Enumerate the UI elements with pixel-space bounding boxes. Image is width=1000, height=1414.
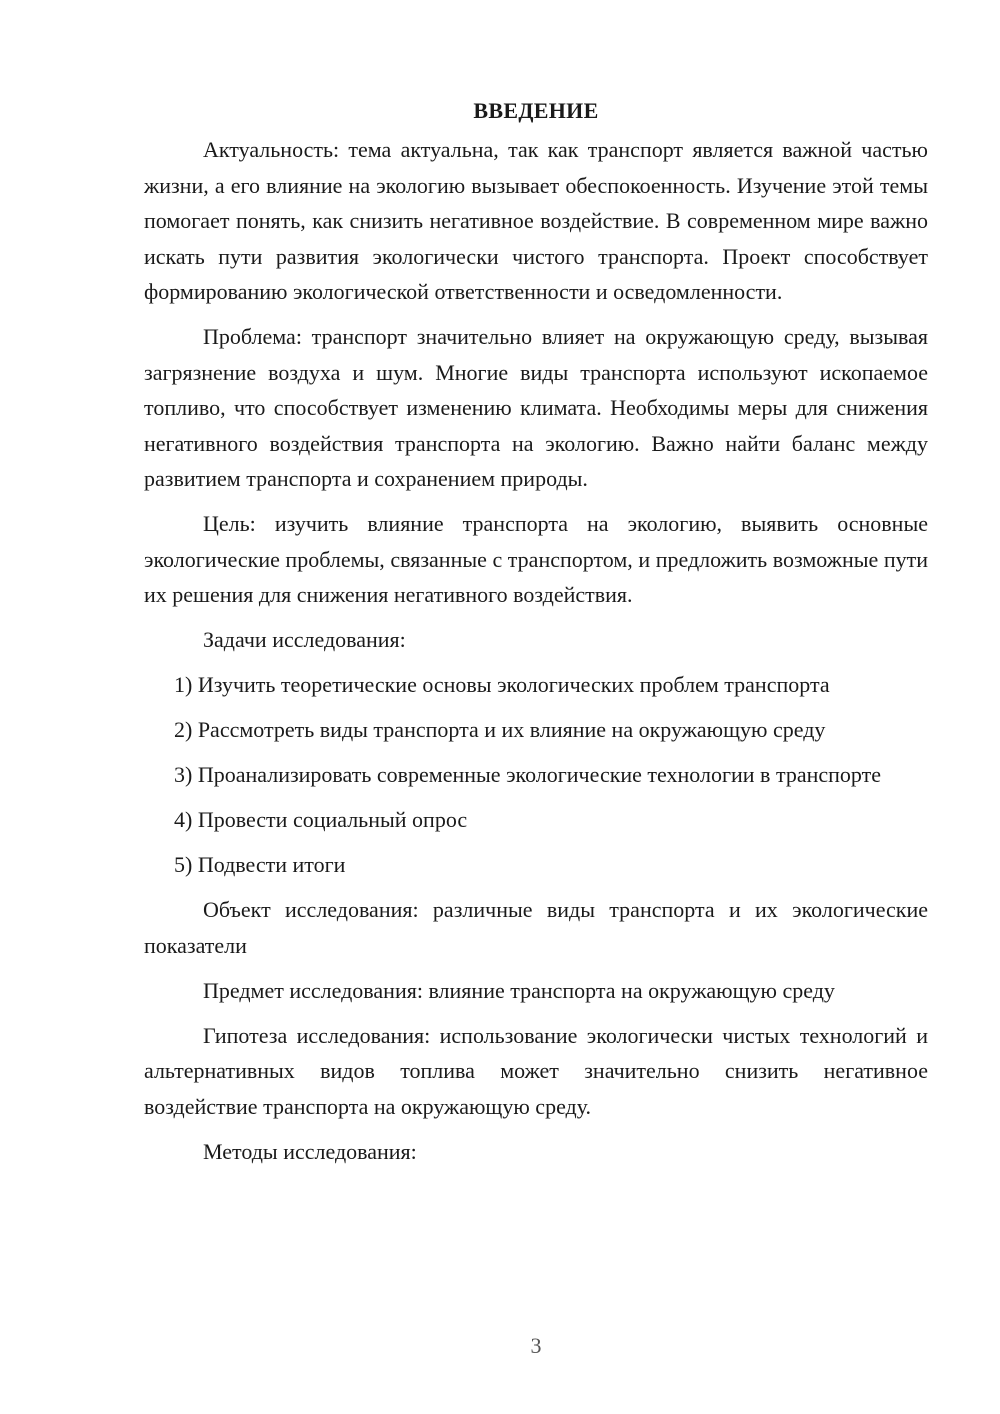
task-item-4: 4) Провести социальный опрос [174,807,468,832]
paragraph-relevance: Актуальность: тема актуальна, так как транспорт является важной частью жизни, а его влияние на экологию вызывает обеспокоенность. Изучение этой темы помогает понять, как снизить негативное воздействие. В современном мире важно искать пути развития экологически чистого транспорта. Проект способствует формированию экологической ответственности и осведомленности. [144,137,928,304]
task-item-5: 5) Подвести итоги [174,852,346,877]
paragraph-problem: Проблема: транспорт значительно влияет на окружающую среду, вызывая загрязнение воздуха и шум. Многие виды транспорта используют ископаемое топливо, что способствует изменению климата. Необходимы меры для снижения негативного воздействия транспорта на экологию. Важно найти баланс между развитием транспорта и сохранением природы. [144,324,928,491]
page-number: 3 [530,1333,542,1358]
task-item-1: 1) Изучить теоретические основы экологических проблем транспорта [174,672,830,697]
paragraph-object: Объект исследования: различные виды транспорта и их экологические показатели [144,897,928,958]
paragraph-hypothesis: Гипотеза исследования: использование экологически чистых технологий и альтернативных видов топлива может значительно снизить негативное воздействие транспорта на окружающую среду. [144,1022,928,1119]
document-title: ВВЕДЕНИЕ [473,98,599,123]
paragraph-goal: Цель: изучить влияние транспорта на экологию, выявить основные экологические проблемы, связанные с транспортом, и предложить возможные пути их решения для снижения негативного воздействия. [144,511,928,607]
document-page [144,94,928,1179]
paragraph-methods: Методы исследования: [203,1138,417,1164]
paragraph-tasks-heading: Задачи исследования: [203,627,406,652]
task-item-3: 3) Проанализировать современные экологические технологии в транспорте [174,762,881,787]
paragraph-subject: Предмет исследования: влияние транспорта на окружающую среду [203,977,835,1003]
task-item-2: 2) Рассмотреть виды транспорта и их влияние на окружающую среду [174,717,826,742]
